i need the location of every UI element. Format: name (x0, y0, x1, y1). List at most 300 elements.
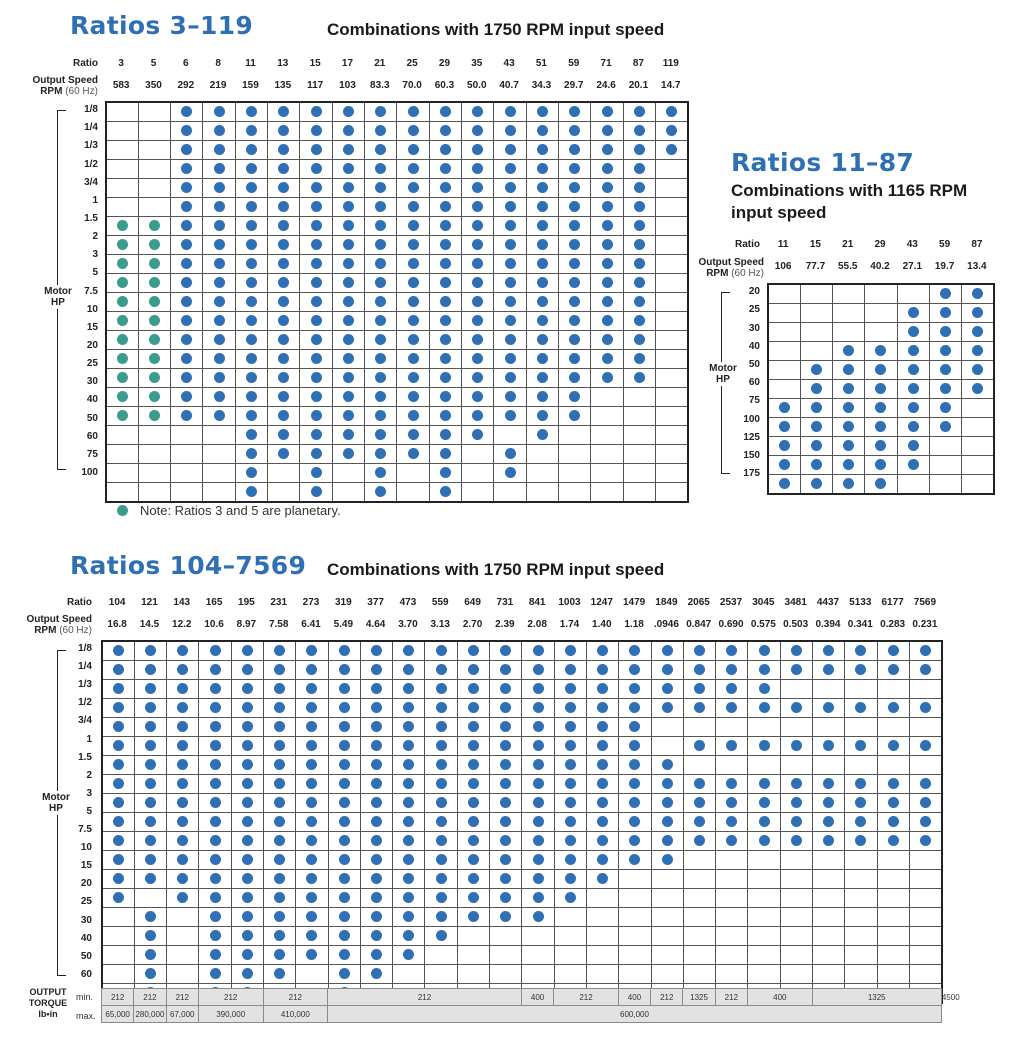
grid-cell (332, 293, 364, 312)
torque-label-line3: lb•in (38, 1009, 58, 1019)
available-dot (181, 220, 192, 231)
grid-cell (559, 217, 591, 236)
torque-max-label: max. (76, 1011, 96, 1021)
grid-cell (748, 927, 780, 946)
grid-cell (429, 407, 461, 426)
s1-hp-label: 10 (86, 303, 98, 315)
available-dot (629, 721, 640, 732)
available-dot (113, 797, 124, 808)
grid-cell (716, 908, 748, 927)
grid-cell (429, 312, 461, 331)
grid-cell (296, 775, 328, 794)
grid-cell (429, 122, 461, 141)
available-dot (274, 930, 285, 941)
planetary-dot (149, 220, 160, 231)
available-dot (505, 258, 516, 269)
grid-cell (748, 870, 780, 889)
available-dot (246, 486, 257, 497)
grid-cell (457, 851, 489, 870)
grid-cell (909, 851, 941, 870)
grid-cell (619, 699, 651, 718)
available-dot (726, 702, 737, 713)
available-dot (403, 702, 414, 713)
grid-cell (683, 794, 715, 813)
available-dot (972, 345, 983, 356)
available-dot (875, 478, 886, 489)
grid-cell (199, 680, 231, 699)
grid-cell (651, 870, 683, 889)
s3-hp-label: 2 (86, 769, 92, 781)
grid-cell (263, 965, 295, 984)
grid-cell (425, 699, 457, 718)
s1-speed-13: 135 (274, 80, 292, 91)
grid-cell (559, 255, 591, 274)
available-dot (177, 892, 188, 903)
grid-cell (462, 426, 494, 445)
available-dot (908, 402, 919, 413)
grid-cell (397, 445, 429, 464)
grid-cell (332, 483, 364, 503)
grid-cell (235, 122, 267, 141)
available-dot (306, 759, 317, 770)
section1-speed-label-hz: (60 Hz) (65, 86, 98, 97)
grid-cell (490, 756, 522, 775)
available-dot (634, 144, 645, 155)
available-dot (371, 721, 382, 732)
grid-cell (813, 661, 845, 680)
grid-cell (526, 388, 558, 407)
s3-hp-label: 7.5 (78, 824, 92, 836)
grid-cell (167, 908, 199, 927)
grid-cell (332, 122, 364, 141)
grid-cell (425, 756, 457, 775)
section1-title: Ratios 3–119 (70, 11, 254, 40)
grid-cell (429, 483, 461, 503)
available-dot (242, 949, 253, 960)
grid-cell (780, 641, 812, 661)
grid-cell (397, 369, 429, 388)
grid-cell (813, 965, 845, 984)
grid-cell (909, 680, 941, 699)
available-dot (246, 334, 257, 345)
available-dot (339, 816, 350, 827)
available-dot (246, 201, 257, 212)
table-row (106, 217, 688, 236)
grid-cell (897, 284, 929, 304)
grid-cell (526, 293, 558, 312)
available-dot (339, 892, 350, 903)
grid-cell (909, 832, 941, 851)
available-dot (569, 410, 580, 421)
table-row (106, 160, 688, 179)
planetary-dot (149, 296, 160, 307)
grid-cell (780, 661, 812, 680)
s1-speed-119: 14.7 (661, 80, 681, 91)
available-dot (371, 873, 382, 884)
grid-cell (522, 851, 554, 870)
available-dot (177, 683, 188, 694)
available-dot (500, 835, 511, 846)
grid-cell (897, 361, 929, 380)
planetary-dot (149, 334, 160, 345)
grid-cell (833, 323, 865, 342)
s3-speed-2065: 0.847 (686, 619, 712, 630)
grid-cell (522, 794, 554, 813)
grid-cell (683, 927, 715, 946)
grid-cell (429, 217, 461, 236)
grid-cell (929, 475, 961, 495)
grid-cell (623, 236, 655, 255)
available-dot (278, 258, 289, 269)
grid-cell (365, 122, 397, 141)
grid-cell (619, 889, 651, 908)
grid-cell (591, 445, 623, 464)
grid-cell (716, 813, 748, 832)
available-dot (375, 239, 386, 250)
grid-cell (877, 946, 909, 965)
grid-cell (203, 141, 235, 160)
torque-cell: 212 (651, 989, 683, 1006)
grid-cell (591, 312, 623, 331)
grid-cell (365, 483, 397, 503)
grid-cell (457, 889, 489, 908)
available-dot (533, 721, 544, 732)
grid-cell (360, 946, 392, 965)
available-dot (940, 402, 951, 413)
available-dot (823, 645, 834, 656)
grid-cell (393, 756, 425, 775)
grid-cell (429, 179, 461, 198)
available-dot (602, 163, 613, 174)
available-dot (533, 797, 544, 808)
grid-cell (526, 160, 558, 179)
grid-cell (231, 699, 263, 718)
available-dot (242, 873, 253, 884)
grid-cell (962, 380, 994, 399)
grid-cell (171, 388, 203, 407)
grid-cell (203, 369, 235, 388)
grid-cell (780, 908, 812, 927)
available-dot (375, 334, 386, 345)
available-dot (468, 778, 479, 789)
available-dot (436, 702, 447, 713)
available-dot (274, 759, 285, 770)
available-dot (306, 740, 317, 751)
s1-speed-87: 20.1 (628, 80, 649, 91)
grid-cell (897, 323, 929, 342)
grid-cell (171, 369, 203, 388)
available-dot (602, 296, 613, 307)
s1-ratio-59: 59 (568, 58, 580, 69)
available-dot (181, 296, 192, 307)
grid-cell (199, 813, 231, 832)
s1-ratio-6: 6 (183, 58, 189, 69)
available-dot (145, 778, 156, 789)
table-row (106, 102, 688, 122)
grid-cell (106, 160, 138, 179)
available-dot (565, 702, 576, 713)
available-dot (440, 372, 451, 383)
available-dot (791, 740, 802, 751)
grid-cell (962, 323, 994, 342)
s3-ratio-1479: 1479 (622, 597, 646, 608)
grid-cell (909, 927, 941, 946)
grid-cell (526, 141, 558, 160)
section2-subtitle (731, 180, 967, 224)
available-dot (537, 334, 548, 345)
available-dot (468, 911, 479, 922)
grid-cell (559, 464, 591, 483)
grid-cell (897, 418, 929, 437)
grid-cell (833, 418, 865, 437)
grid-cell (780, 870, 812, 889)
grid-cell (296, 756, 328, 775)
grid-cell (106, 293, 138, 312)
available-dot (779, 421, 790, 432)
available-dot (537, 163, 548, 174)
available-dot (306, 854, 317, 865)
grid-cell (865, 361, 897, 380)
grid-cell (393, 965, 425, 984)
grid-cell (845, 756, 877, 775)
grid-cell (106, 179, 138, 198)
available-dot (210, 759, 221, 770)
grid-cell (591, 426, 623, 445)
s1-hp-label: 15 (86, 321, 98, 333)
available-dot (306, 645, 317, 656)
available-dot (662, 759, 673, 770)
available-dot (375, 372, 386, 383)
available-dot (597, 797, 608, 808)
table-row (768, 475, 994, 495)
grid-cell (397, 141, 429, 160)
available-dot (403, 873, 414, 884)
available-dot (408, 429, 419, 440)
s3-ratio-2537: 2537 (719, 597, 743, 608)
grid-cell (909, 870, 941, 889)
s2-hp-label: 75 (748, 395, 760, 407)
available-dot (500, 854, 511, 865)
grid-cell (429, 274, 461, 293)
grid-cell (683, 756, 715, 775)
grid-cell (199, 832, 231, 851)
grid-cell (268, 198, 300, 217)
available-dot (440, 182, 451, 193)
available-dot (403, 835, 414, 846)
available-dot (242, 721, 253, 732)
grid-cell (365, 198, 397, 217)
grid-cell (300, 426, 332, 445)
available-dot (371, 968, 382, 979)
grid-cell (591, 141, 623, 160)
grid-cell (263, 641, 295, 661)
grid-cell (897, 399, 929, 418)
grid-cell (845, 946, 877, 965)
available-dot (343, 239, 354, 250)
grid-cell (716, 889, 748, 908)
available-dot (468, 721, 479, 732)
grid-cell (623, 331, 655, 350)
grid-cell (462, 483, 494, 503)
s1-hp-label: 5 (92, 267, 98, 279)
grid-cell (800, 456, 832, 475)
available-dot (569, 277, 580, 288)
available-dot (343, 106, 354, 117)
s3-ratio-5133: 5133 (849, 597, 872, 608)
grid-cell (106, 369, 138, 388)
available-dot (371, 778, 382, 789)
grid-cell (651, 965, 683, 984)
grid-cell (171, 236, 203, 255)
available-dot (113, 740, 124, 751)
grid-cell (559, 236, 591, 255)
planetary-dot (149, 410, 160, 421)
available-dot (242, 930, 253, 941)
available-dot (343, 220, 354, 231)
available-dot (311, 448, 322, 459)
grid-cell (559, 160, 591, 179)
grid-cell (138, 445, 170, 464)
available-dot (371, 797, 382, 808)
available-dot (311, 410, 322, 421)
grid-cell (909, 661, 941, 680)
available-dot (602, 220, 613, 231)
available-dot (597, 835, 608, 846)
s3-speed-649: 2.70 (462, 619, 483, 630)
grid-cell (365, 369, 397, 388)
available-dot (214, 372, 225, 383)
table-row (106, 407, 688, 426)
available-dot (662, 702, 673, 713)
available-dot (408, 372, 419, 383)
available-dot (375, 315, 386, 326)
grid-cell (365, 274, 397, 293)
section1-motor-label (38, 285, 78, 309)
grid-cell (462, 274, 494, 293)
table-row (106, 445, 688, 464)
grid-cell (623, 483, 655, 503)
available-dot (177, 721, 188, 732)
grid-cell (397, 217, 429, 236)
grid-cell (833, 456, 865, 475)
grid-cell (656, 445, 688, 464)
s2-ratio-87: 87 (971, 239, 983, 250)
planetary-dot (149, 258, 160, 269)
grid-cell (360, 718, 392, 737)
available-dot (177, 778, 188, 789)
grid-cell (457, 946, 489, 965)
grid-cell (656, 350, 688, 369)
grid-cell (106, 236, 138, 255)
grid-cell (748, 737, 780, 756)
s3-hp-label: 30 (80, 914, 92, 926)
available-dot (565, 759, 576, 770)
grid-cell (106, 350, 138, 369)
grid-cell (748, 718, 780, 737)
grid-cell (360, 870, 392, 889)
available-dot (823, 816, 834, 827)
grid-cell (865, 437, 897, 456)
grid-cell (393, 851, 425, 870)
grid-cell (457, 641, 489, 661)
grid-cell (559, 141, 591, 160)
grid-cell (138, 483, 170, 503)
available-dot (500, 664, 511, 675)
grid-cell (235, 445, 267, 464)
grid-cell (235, 217, 267, 236)
grid-cell (909, 794, 941, 813)
grid-cell (554, 661, 586, 680)
s3-ratio-649: 649 (464, 597, 481, 608)
grid-cell (586, 832, 618, 851)
planetary-dot (149, 277, 160, 288)
available-dot (468, 664, 479, 675)
available-dot (602, 125, 613, 136)
grid-cell (586, 775, 618, 794)
grid-cell (134, 737, 166, 756)
grid-cell (813, 718, 845, 737)
available-dot (214, 239, 225, 250)
section2-speed-label-line1: Output Speed (698, 257, 764, 268)
grid-cell (494, 331, 526, 350)
grid-cell (651, 775, 683, 794)
section1-speed-label-line2: RPM (40, 86, 63, 97)
grid-cell (360, 851, 392, 870)
grid-cell (586, 699, 618, 718)
grid-cell (929, 323, 961, 342)
available-dot (940, 421, 951, 432)
grid-cell (393, 832, 425, 851)
table-row (106, 179, 688, 198)
grid-cell (586, 813, 618, 832)
grid-cell (199, 965, 231, 984)
available-dot (472, 144, 483, 155)
grid-cell (833, 342, 865, 361)
grid-cell (332, 369, 364, 388)
available-dot (843, 440, 854, 451)
available-dot (472, 353, 483, 364)
s1-ratio-15: 15 (309, 58, 321, 69)
grid-cell (300, 331, 332, 350)
grid-cell (683, 699, 715, 718)
available-dot (311, 239, 322, 250)
available-dot (500, 873, 511, 884)
available-dot (274, 778, 285, 789)
available-dot (278, 125, 289, 136)
grid-cell (877, 756, 909, 775)
grid-cell (845, 889, 877, 908)
available-dot (306, 835, 317, 846)
grid-cell (554, 851, 586, 870)
available-dot (472, 163, 483, 174)
grid-cell (296, 794, 328, 813)
table-row (102, 775, 942, 794)
available-dot (500, 778, 511, 789)
available-dot (371, 949, 382, 960)
grid-cell (328, 965, 360, 984)
available-dot (602, 106, 613, 117)
section1-motor-label-line2: HP (51, 297, 65, 308)
grid-cell (909, 813, 941, 832)
available-dot (210, 930, 221, 941)
available-dot (440, 125, 451, 136)
available-dot (666, 106, 677, 117)
available-dot (311, 106, 322, 117)
available-dot (505, 201, 516, 212)
s1-speed-29: 60.3 (434, 80, 455, 91)
grid-cell (138, 122, 170, 141)
grid-cell (397, 331, 429, 350)
